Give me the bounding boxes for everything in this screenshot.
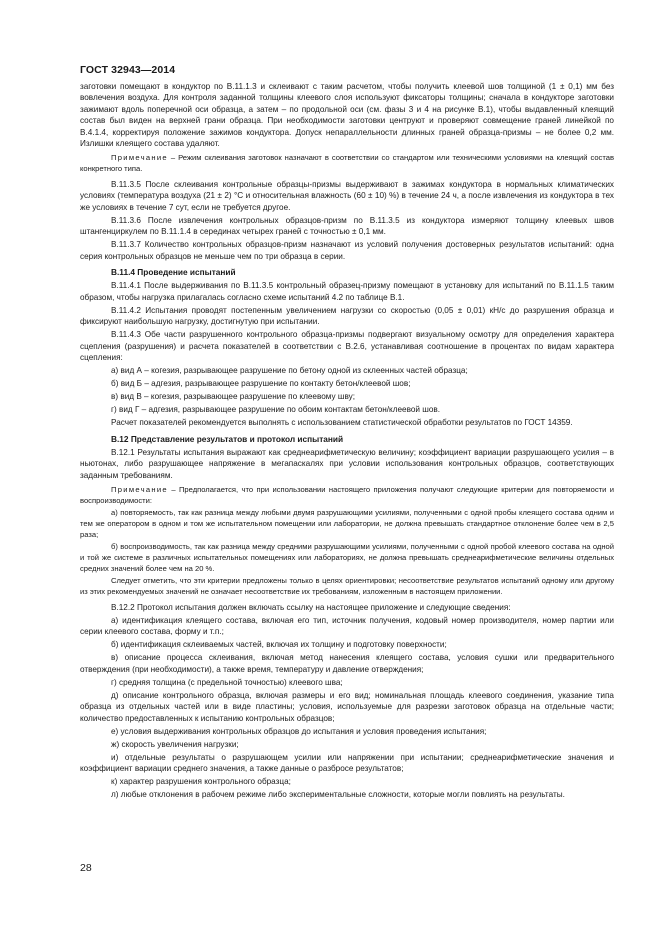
report-item-b: б) идентификация склеиваемых частей, включая их толщину и подготовку поверхности;	[111, 640, 447, 650]
list-item-g: г) вид Г – адгезия, разрывающее разрушение по обоим контактам бетон/клеевой шов.	[111, 405, 441, 415]
list-item-a: а) вид А – когезия, разрывающее разрушение по бетону одной из склеенных частей образца;	[111, 366, 468, 376]
note-2	[80, 485, 614, 507]
note-1	[80, 153, 614, 175]
report-item-v: в) описание процесса склеивания, включая метод нанесения клеящего состава, условия сушки или предварительного отверждения (при необходимости), а также время, температуру и давление отверждения;	[80, 653, 614, 674]
list-item-v: в) вид В – когезия, разрывающее разрушение по клеевому шву;	[111, 392, 355, 402]
note-2-item-a: а) повторяемость, так как разница между любыми двумя разрушающими усилиями, полученными с одной пробы клеящего состава одним и тем же оператором в одном и том же испытательном помещении или лаборатории, не должна превышать стандартное отклонение более чем в 2,5 раза;	[80, 508, 614, 539]
report-item-d: д) описание контрольного образца, включая размеры и его вид; номинальная площадь клеевого соединения, указание типа образца из отдельных частей или в виде пластины; условия, используемые для разрезки заготовок образца на отдельные части; количество предоставленных к испытанию контрольных образцов;	[80, 690, 614, 723]
paragraph-b11-3-5: В.11.3.5 После склеивания контрольные образцы-призмы выдерживают в зажимах кондуктора в нормальных климатических условиях (температура воздуха (21 ± 2) °С и относительная влажность (60 ± 10) %) в течение 24 ч, а после извлечения из кондуктора в тех же условиях в течение 7 сут, если не требуется другое.	[80, 180, 614, 212]
note-2-item-b: б) воспроизводимость, так как разница между средними разрушающими усилиями, полученными с одной пробой клеевого состава на одной и той же системе в различных испытательных помещениях или лабораториях, не должна превышать среднеарифметические величины отдельных средних значений более чем на 20 %.	[80, 542, 614, 573]
paragraph-b11-4-2: В.11.4.2 Испытания проводят постепенным увеличением нагрузки со скоростью (0,05 ± 0,01) кН/с до разрушения образца и фиксируют наибольшую нагрузку, достигнутую при испытании.	[80, 305, 614, 327]
report-item-l: л) любые отклонения в рабочем режиме либо экспериментальные сложности, которые могли повлиять на результаты.	[111, 789, 565, 799]
note-label: Примечание	[111, 485, 168, 495]
paragraph-b12-1: В.12.1 Результаты испытания выражают как среднеарифметическую величину; коэффициент вариации разрушающего усилия – в ньютонах, либо разрушающее напряжение в мегапаскалях при условии использования контрольных образцов, соответствующих заданным требованиям.	[80, 447, 614, 480]
report-item-e: е) условия выдерживания контрольных образцов до испытания и условия проведения испытания;	[111, 726, 487, 736]
paragraph-b11-3-7: В.11.3.7 Количество контрольных образцов-призм назначают из условий получения достоверных результатов испытаний: одна серия контрольных образцов не меньше чем по три образца в серии.	[80, 240, 614, 261]
document-header: ГОСТ 32943—2014	[80, 64, 176, 76]
note-2-remark: Следует отметить, что эти критерии предложены только в целях ориентировки; несоответствие результатов испытаний одному или другому из этих рекомендуемых значений не означает несоответствие их требованиям, изложенным в настоящем приложении.	[80, 576, 614, 597]
page-number: 28	[80, 862, 92, 874]
paragraph-calculation: Расчет показателей рекомендуется выполнять с использованием статистической обработки результатов по ГОСТ 14359.	[111, 418, 573, 428]
report-item-k: к) характер разрушения контрольного образца;	[111, 776, 291, 786]
document-body	[80, 81, 614, 802]
section-heading-b12: В.12 Представление результатов и протокол испытаний	[111, 433, 344, 444]
report-item-i: и) отдельные результаты о разрушающем усилии или напряжении при испытании; среднеарифметические значения и коэффициент вариации среднего значения, а также данные о разбросе результатов;	[80, 752, 614, 773]
paragraph-b11-3-6: В.11.3.6 После извлечения контрольных образцов-призм по В.11.3.5 из кондуктора измеряют толщину клеевых швов штангенциркулем по В.11.1.4 в серединах четырех граней с точностью ± 0,1 мм.	[80, 215, 614, 237]
paragraph-intro: заготовки помещают в кондуктор по В.11.1.3 и склеивают с таким расчетом, чтобы получить клеевой шов толщиной (1 ± 0,1) мм без вовлечения воздуха. Для контроля заданной толщины клеевого слоя используют фиксаторы толщины; сначала в кондукторе заготовки зажимают вдоль поперечной оси образца, а затем – по продольной оси (см. фазы 3 и 4 на рисунке В.1), чтобы выдавленный клеящий состав был виден на верхней грани образца. При необходимости заготовки центруют и проверяют совмещение граней линейкой по В.4.1.4, корректируя положение зажимов кондуктора. Допуск непараллельности длинных граней образца-призмы – не более 0,2 мм. Излишки клеящего состава удаляют.	[80, 82, 614, 149]
report-item-g: г) средняя толщина (с предельной точностью) клеевого шва;	[111, 677, 343, 687]
list-item-b: б) вид Б – адгезия, разрывающее разрушение по контакту бетон/клеевой шов;	[111, 379, 411, 389]
paragraph-b11-4-3: В.11.4.3 Обе части разрушенного контрольного образца-призмы подвергают визуальному осмотру для определения характера сцепления (разрушения) и расчета показателей в соответствии с В.2.6, устанавливая соотношение в процентах по видам характера сцепления:	[80, 330, 614, 363]
section-heading-b11-4: В.11.4 Проведение испытаний	[111, 267, 236, 278]
note-text: – Режим склеивания заготовок назначают в соответствии со стандартом или техническими условиями на клеящий состав конкретного типа.	[80, 153, 614, 174]
report-item-zh: ж) скорость увеличения нагрузки;	[111, 739, 239, 749]
note-text: – Предполагается, что при использовании настоящего приложения получают следующие критерии для повторяемости и воспроизводимости:	[80, 485, 614, 505]
note-label: Примечание	[111, 153, 168, 163]
paragraph-b11-4-1: В.11.4.1 После выдерживания по В.11.3.5 контрольный образец-призму помещают в установку для испытаний по В.11.1.5 таким образом, чтобы нагрузка прилагалась согласно схеме испытаний 4.2 по таблице В.1.	[80, 281, 614, 302]
paragraph-b12-2: В.12.2 Протокол испытания должен включать ссылку на настоящее приложение и следующие сведения:	[111, 602, 511, 612]
report-item-a: а) идентификация клеящего состава, включая его тип, источник получения, кодовый номер производителя, номер партии или серии клеевого состава, форму и т.п.;	[80, 615, 614, 637]
